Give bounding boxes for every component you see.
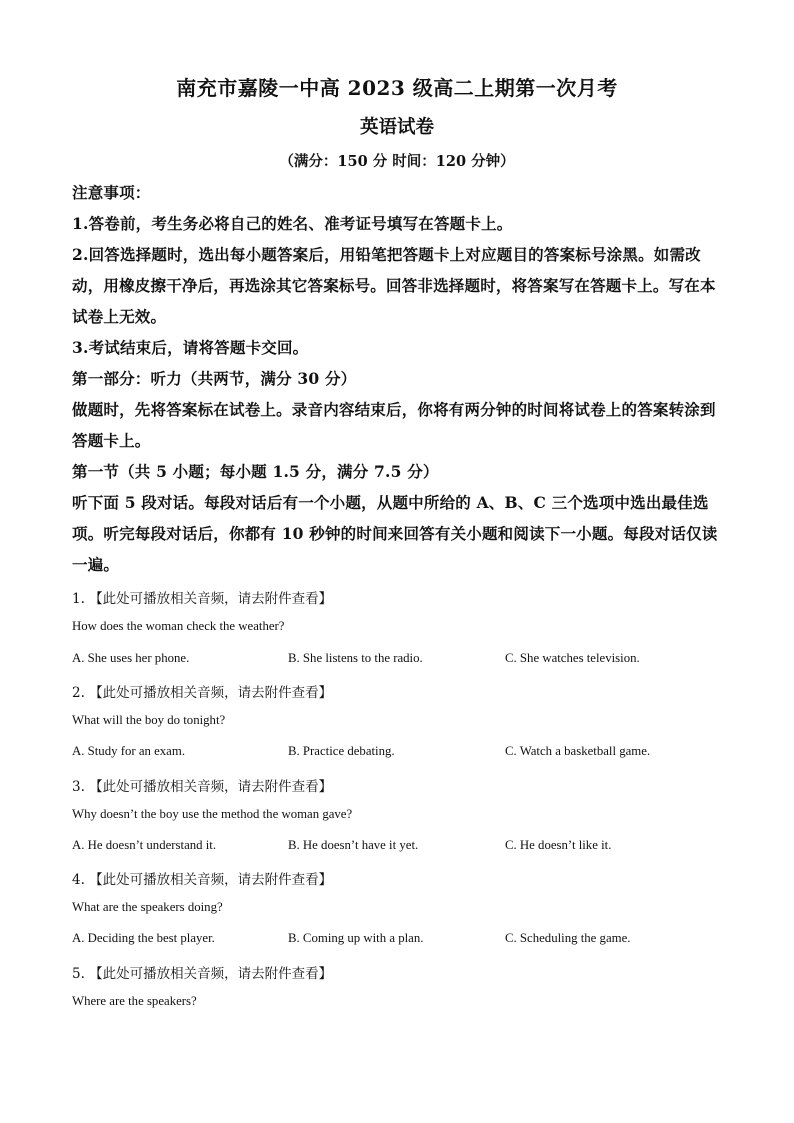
question-1-number: 1. 【此处可播放相关音频，请去附件查看】 — [72, 591, 333, 607]
question-5-stem: Where are the speakers? — [72, 994, 197, 1008]
question-1-stem: How does the woman check the weather? — [72, 619, 285, 633]
question-4-option-a[interactable]: A. Deciding the best player. — [72, 931, 215, 945]
part1-instruction: 做题时，先将答案标在试卷上。录音内容结束后，你将有两分钟的时间将试卷上的答案转涂到答题卡上。 — [72, 400, 716, 450]
notes-heading: 注意事项： — [72, 183, 151, 202]
question-4-stem: What are the speakers doing? — [72, 900, 223, 914]
question-2-option-c[interactable]: C. Watch a basketball game. — [505, 744, 651, 758]
question-4-option-c[interactable]: C. Scheduling the game. — [505, 931, 631, 945]
question-3-stem: Why doesn’t the boy use the method the woman gave? — [72, 807, 353, 821]
notes-item-2: 2.回答选择题时，选出每小题答案后，用铅笔把答题卡上对应题目的答案标号涂黑。如需改动，用橡皮擦干净后，再选涂其它答案标号。回答非选择题时，将答案写在答题卡上。写在本试卷上无效。 — [72, 245, 716, 326]
part1-heading: 第一部分：听力（共两节，满分 30 分） — [72, 369, 357, 388]
question-1-option-a[interactable]: A. She uses her phone. — [72, 651, 190, 665]
section1-heading: 第一节（共 5 小题；每小题 1.5 分，满分 7.5 分） — [72, 462, 439, 481]
question-3-option-c[interactable]: C. He doesn’t like it. — [505, 838, 612, 852]
question-1-option-b[interactable]: B. She listens to the radio. — [288, 651, 423, 665]
question-3-option-b[interactable]: B. He doesn’t have it yet. — [288, 838, 419, 852]
question-2-option-b[interactable]: B. Practice debating. — [288, 744, 395, 758]
question-2-number: 2. 【此处可播放相关音频，请去附件查看】 — [72, 685, 333, 701]
question-2-stem: What will the boy do tonight? — [72, 713, 226, 727]
notes-item-1: 1.答卷前，考生务必将自己的姓名、准考证号填写在答题卡上。 — [72, 214, 513, 233]
question-3-number: 3. 【此处可播放相关音频，请去附件查看】 — [72, 779, 333, 795]
notes-item-3: 3.考试结束后，请将答题卡交回。 — [72, 338, 309, 357]
question-4-option-b[interactable]: B. Coming up with a plan. — [288, 931, 424, 945]
exam-meta: （满分：150 分 时间：120 分钟） — [279, 153, 515, 170]
question-4-number: 4. 【此处可播放相关音频，请去附件查看】 — [72, 872, 333, 888]
section1-instruction: 听下面 5 段对话。每段对话后有一个小题，从题中所给的 A、B、C 三个选项中选出最佳选项。听完每段对话后，你都有 10 秒钟的时间来回答有关小题和阅读下一小题。每段对话仅读一遍。 — [72, 493, 718, 574]
exam-title: 南充市嘉陵一中高 2023 级高二上期第一次月考 — [176, 76, 618, 100]
question-5-number: 5. 【此处可播放相关音频，请去附件查看】 — [72, 966, 333, 982]
question-3-option-a[interactable]: A. He doesn’t understand it. — [72, 838, 217, 852]
question-2-option-a[interactable]: A. Study for an exam. — [72, 744, 186, 758]
exam-subject: 英语试卷 — [359, 117, 434, 138]
question-1-option-c[interactable]: C. She watches television. — [505, 651, 640, 665]
